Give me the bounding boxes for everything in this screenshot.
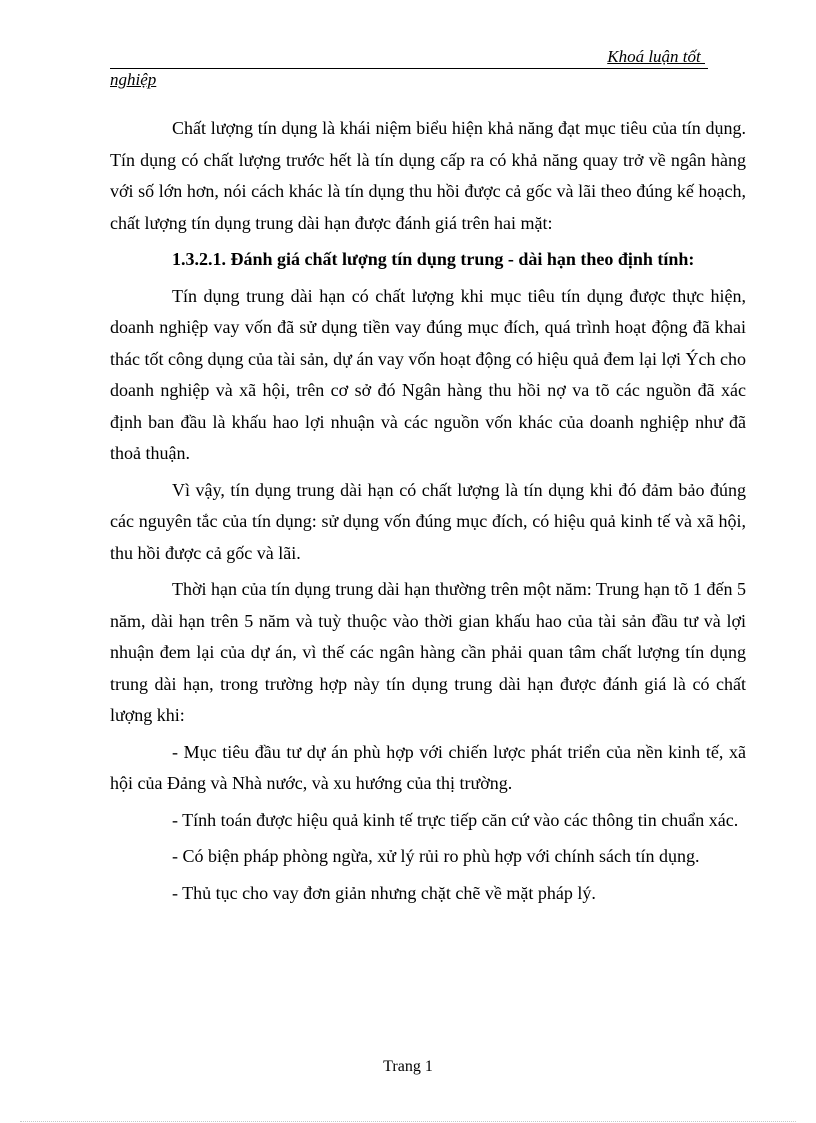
list-item: - Có biện pháp phòng ngừa, xử lý rủi ro phù hợp với chính sách tín dụng. — [172, 846, 700, 866]
paragraph-intro: Chất lượng tín dụng là khái niệm biểu hiện khả năng đạt mục tiêu của tín dụng. Tín dụng có chất lượng trước hết là tín dụng cấp ra có khả năng quay trở về ngân hàng với số lớn hơn, nói cách khác là tín dụng thu hồi được cả gốc và lãi theo đúng kế hoạch, chất lượng tín dụng trung dài hạn được đánh giá trên hai mặt: — [110, 118, 746, 233]
list-item: - Mục tiêu đầu tư dự án phù hợp với chiến lược phát triển của nền kinh tế, xã hội của Đảng và Nhà nước, và xu hướng của thị trường. — [110, 741, 746, 793]
list-item: - Thủ tục cho vay đơn giản nhưng chặt chẽ về mặt pháp lý. — [172, 882, 596, 903]
paragraph-principles: Vì vậy, tín dụng trung dài hạn có chất lượng là tín dụng khi đó đảm bảo đúng các nguyên tắc của tín dụng: sử dụng vốn đúng mục đích, có hiệu quả kinh tế và xã hội, thu hồi được cả gốc và lãi. — [110, 479, 746, 563]
body-text — [110, 113, 746, 909]
section-heading: 1.3.2.1. Đánh giá chất lượng tín dụng trung - dài hạn theo định tính: — [172, 249, 695, 269]
header-title-continuation: nghiệp — [110, 70, 157, 89]
paragraph-qualitative: Tín dụng trung dài hạn có chất lượng khi mục tiêu tín dụng được thực hiện, doanh nghiệp vay vốn đã sử dụng tiền vay đúng mục đích, quá trình hoạt động đã khai thác tốt công dụng của tài sản, dự án vay vốn hoạt động có hiệu quả đem lại lợi Ých cho doanh nghiệp và xã hội, trên cơ sở đó Ngân hàng thu hồi nợ va tõ các nguồn đã xác định ban đầu là khấu hao lợi nhuận và các nguồn vốn khác của doanh nghiệp như đã thoả thuận. — [110, 285, 746, 463]
list-item: - Tính toán được hiệu quả kinh tế trực tiếp căn cứ vào các thông tin chuẩn xác. — [172, 809, 739, 830]
page-bottom-divider — [20, 1121, 796, 1122]
header-title: Khoá luận tốt — [607, 47, 705, 66]
paragraph-term: Thời hạn của tín dụng trung dài hạn thường trên một năm: Trung hạn tõ 1 đến 5 năm, dài hạn trên 5 năm và tuỳ thuộc vào thời gian khấu hao của tài sản đầu tư và lợi nhuận đem lại của dự án, vì thế các ngân hàng cần phải quan tâm chất lượng tín dụng trung dài hạn, trong trường hợp này tín dụng trung dài hạn được đánh giá là có chất lượng khi: — [110, 579, 746, 725]
page-number: Trang 1 — [383, 1058, 433, 1075]
page-header — [110, 48, 708, 69]
